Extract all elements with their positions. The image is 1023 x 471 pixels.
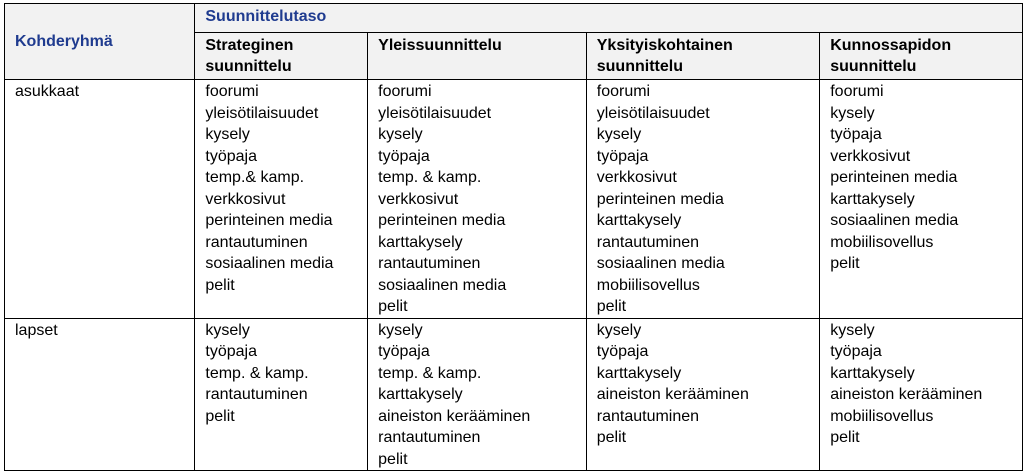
method-item: rantautuminen [596, 407, 700, 425]
method-item: pelit [205, 407, 235, 425]
method-cell [195, 80, 368, 319]
method-item: foorumi [830, 83, 884, 100]
method-item: pelit [830, 255, 860, 272]
method-item: sosiaalinen media [205, 255, 334, 272]
method-item: kysely [205, 126, 250, 143]
method-item: temp. & kamp. [378, 364, 482, 382]
method-item: työpaja [378, 147, 430, 165]
method-item: työpaja [596, 147, 649, 165]
method-cell [586, 318, 819, 471]
method-item: foorumi [205, 83, 259, 100]
method-item: työpaja [205, 147, 257, 165]
method-item: kysely [378, 126, 423, 143]
method-item: karttakysely [378, 233, 463, 251]
method-item: temp.& kamp. [205, 169, 305, 186]
method-item: pelit [378, 450, 408, 468]
method-cell [586, 80, 819, 319]
method-item: sosiaalinen media [378, 276, 507, 294]
method-item: yleisötilaisuudet [205, 104, 319, 122]
column-header-maintenance: Kunnossapidon suunnittelu [820, 33, 1023, 80]
method-item: foorumi [596, 83, 651, 100]
method-item: rantautuminen [205, 386, 308, 403]
method-item: verkkosivut [830, 147, 911, 165]
method-item: pelit [830, 429, 860, 446]
method-item: yleisötilaisuudet [378, 104, 492, 122]
method-item: temp. & kamp. [205, 364, 309, 382]
method-item: rantautuminen [378, 255, 481, 272]
method-item: mobiilisovellus [830, 233, 934, 251]
row-label: asukkaat [5, 80, 195, 319]
planning-level-header: Suunnittelutaso [195, 4, 1023, 33]
column-header-general: Yleissuunnittelu [368, 33, 587, 80]
method-item: perinteinen media [596, 190, 724, 208]
method-item: pelit [205, 276, 235, 294]
planning-methods-table [4, 3, 1023, 471]
method-item: pelit [596, 298, 627, 315]
method-item: verkkosivut [378, 190, 459, 208]
method-item: kysely [596, 321, 642, 339]
method-item: mobiilisovellus [596, 276, 700, 294]
method-item: sosiaalinen media [830, 212, 959, 229]
method-item: aineiston kerääminen [830, 386, 983, 403]
method-item: karttakysely [830, 190, 915, 208]
method-item: perinteinen media [378, 212, 506, 229]
method-item: perinteinen media [830, 169, 958, 186]
method-item: rantautuminen [378, 429, 481, 446]
method-item: työpaja [830, 343, 882, 360]
method-item: pelit [596, 429, 627, 446]
method-item: perinteinen media [205, 212, 333, 229]
table-row [5, 318, 1023, 471]
method-item: rantautuminen [596, 233, 700, 251]
method-item: aineiston kerääminen [378, 407, 531, 425]
method-cell [368, 80, 587, 319]
table-row [5, 80, 1023, 319]
method-item: kysely [205, 321, 250, 339]
method-item: pelit [378, 298, 408, 315]
method-item: työpaja [378, 343, 430, 360]
row-label: lapset [5, 318, 195, 471]
method-item: työpaja [596, 343, 649, 360]
method-item: karttakysely [596, 212, 682, 229]
method-item: verkkosivut [205, 190, 286, 208]
method-item: sosiaalinen media [596, 255, 725, 272]
method-cell [820, 318, 1023, 471]
method-item: karttakysely [830, 364, 915, 382]
target-group-header: Kohderyhmä [5, 4, 195, 80]
method-item: karttakysely [596, 364, 682, 382]
method-cell [820, 80, 1023, 319]
method-cell [368, 318, 587, 471]
column-header-strategic: Strateginen suunnittelu [195, 33, 368, 80]
method-item: foorumi [378, 83, 432, 100]
method-item: kysely [830, 321, 875, 339]
method-item: kysely [830, 104, 875, 122]
method-item: yleisötilaisuudet [596, 104, 710, 122]
method-cell [195, 318, 368, 471]
method-item: työpaja [830, 126, 882, 143]
method-item: kysely [378, 321, 423, 339]
method-item: työpaja [205, 343, 257, 360]
method-item: mobiilisovellus [830, 407, 934, 425]
method-item: kysely [596, 126, 642, 143]
column-header-detailed: Yksityiskohtainen suunnittelu [586, 33, 819, 80]
method-item: temp. & kamp. [378, 169, 482, 186]
method-item: aineiston kerääminen [596, 386, 749, 403]
method-item: karttakysely [378, 386, 463, 403]
method-item: rantautuminen [205, 233, 308, 251]
method-item: verkkosivut [596, 169, 677, 186]
